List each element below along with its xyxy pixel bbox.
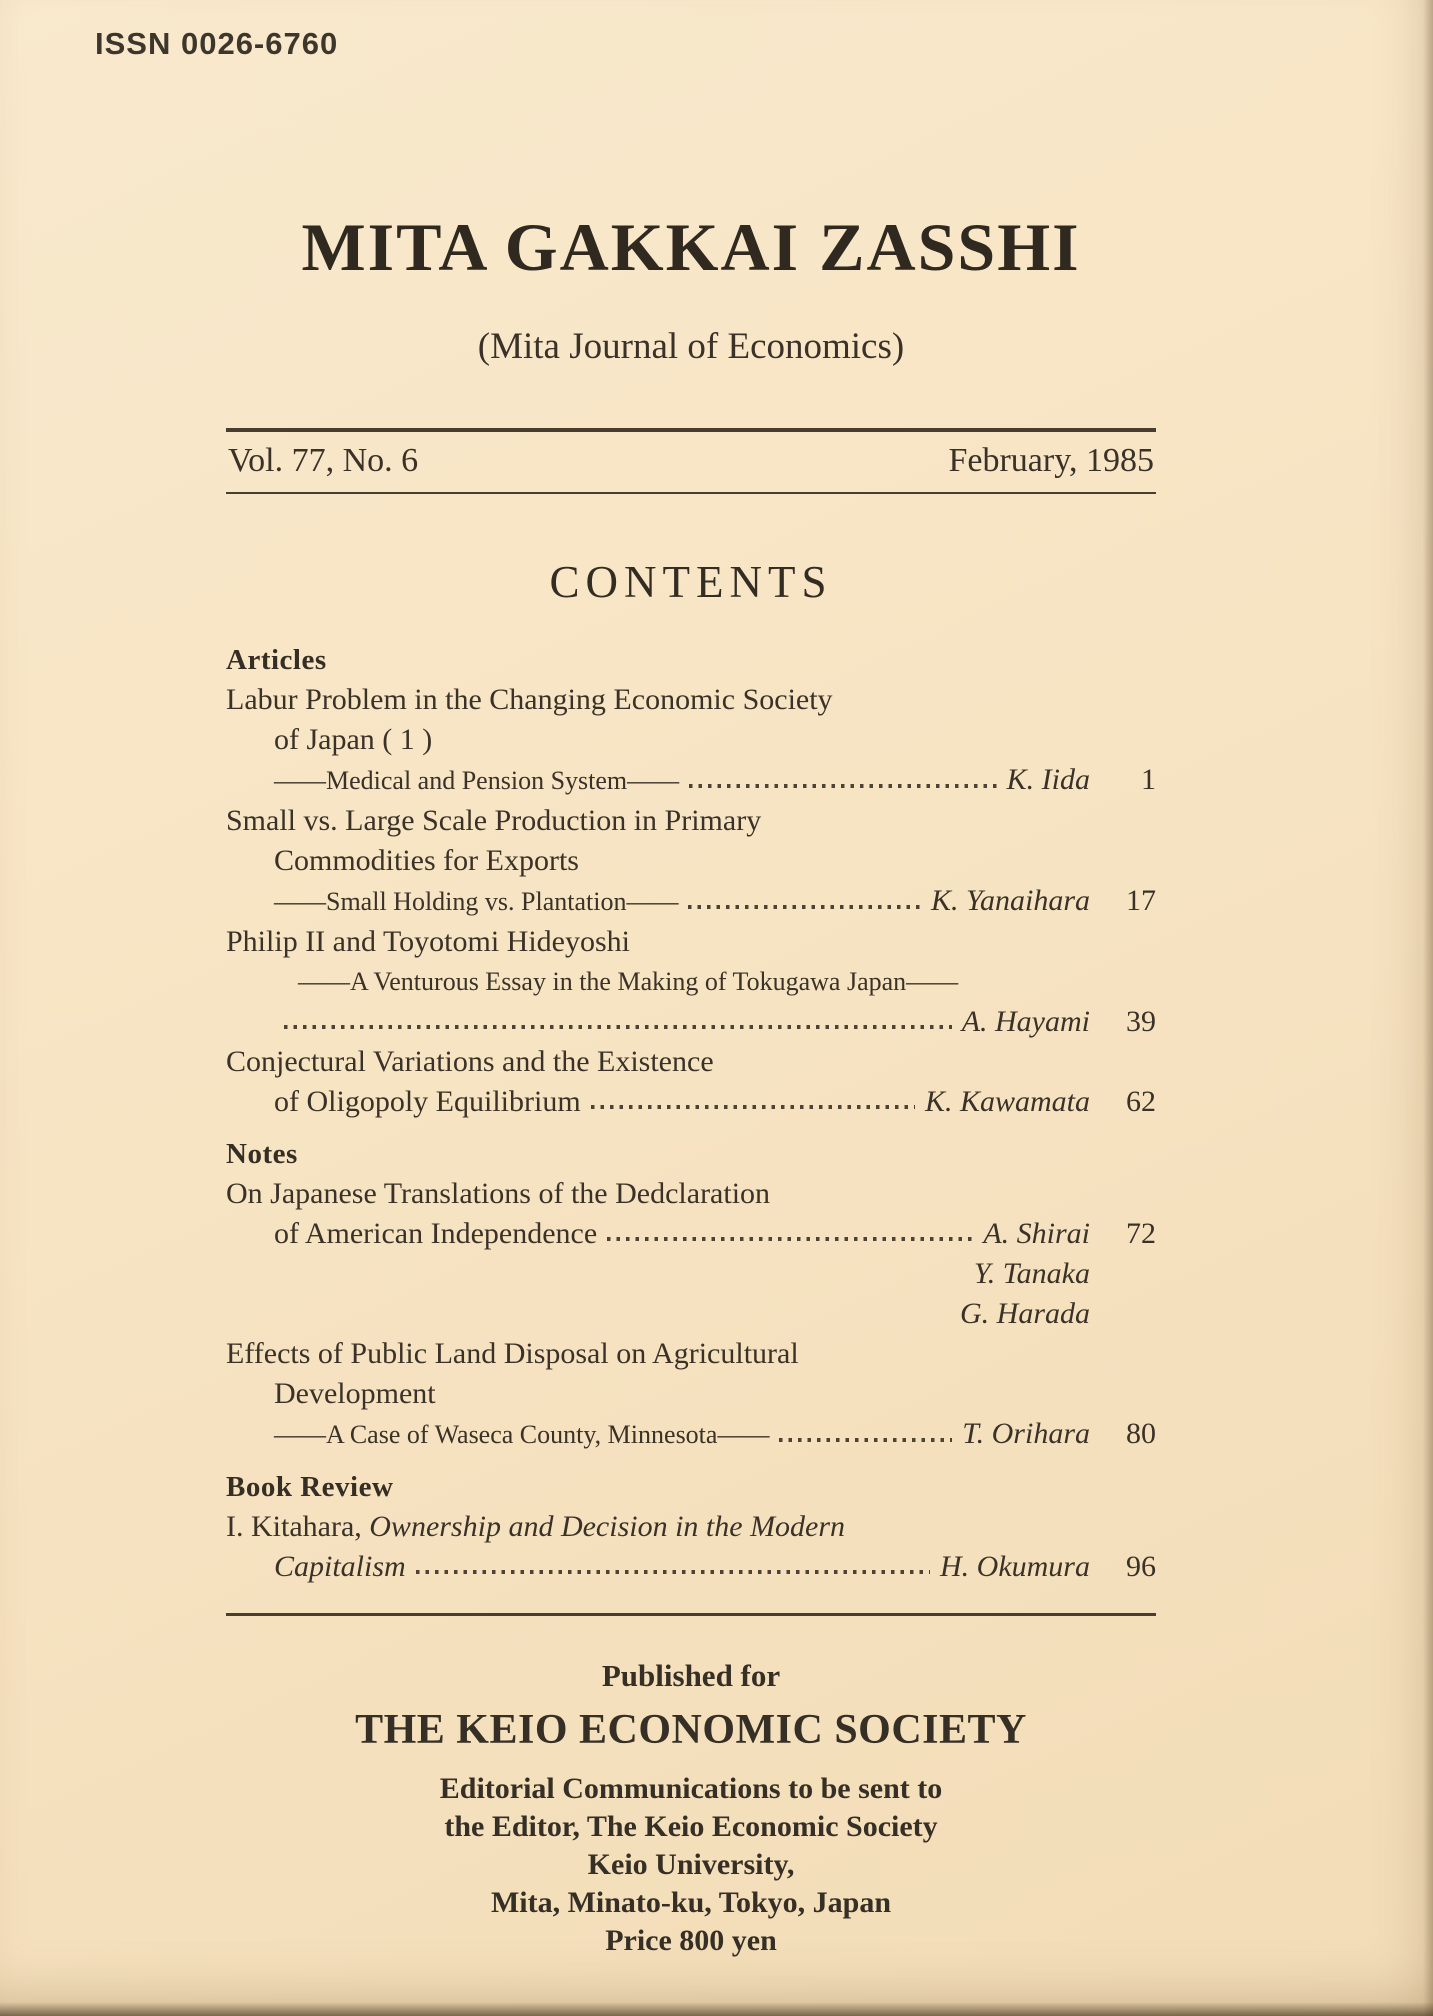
dot-leader — [688, 905, 921, 909]
published-for-label: Published for — [601, 1658, 781, 1693]
entry-page-number: 1 — [1141, 763, 1156, 796]
reviewed-work-title: Ownership and Decision in the Modern — [369, 1510, 846, 1543]
entry-page-number: 80 — [1126, 1417, 1156, 1450]
entry-author: K. Iida — [1006, 763, 1090, 796]
entry-title-line: of Oligopoly Equilibrium — [274, 1085, 581, 1118]
entry-title-line: Commodities for Exports — [274, 844, 579, 877]
issue-date: February, 1985 — [948, 442, 1154, 479]
scan-shadow-right — [1423, 0, 1433, 2016]
entry-page-number: 62 — [1126, 1085, 1156, 1118]
address-line: Editorial Communications to be sent to — [439, 1772, 943, 1805]
entry-author-row — [274, 1082, 1156, 1122]
entry-title-line: On Japanese Translations of the Dedclaration — [226, 1177, 771, 1210]
price-label: Price 800 yen — [605, 1924, 777, 1957]
section-heading-notes: Notes — [226, 1138, 298, 1170]
entry-author-row — [274, 881, 1156, 922]
entry-subtitle: ——Medical and Pension System—— — [274, 766, 680, 795]
entry-coauthor: Y. Tanaka — [973, 1257, 1090, 1290]
contents-heading: CONTENTS — [549, 557, 833, 607]
dot-leader — [689, 784, 997, 788]
publisher-address — [226, 1770, 1156, 1960]
toc-entry-okumura — [226, 1507, 1156, 1587]
entry-title-line: of Japan ( 1 ) — [274, 723, 433, 756]
entry-author-row — [274, 1547, 1156, 1587]
toc-entry-iida — [226, 680, 1156, 801]
entry-subtitle: ——Small Holding vs. Plantation—— — [274, 887, 679, 916]
entry-title-line: Philip II and Toyotomi Hideyoshi — [226, 925, 631, 958]
toc-entry-orihara — [226, 1334, 1156, 1455]
toc-entry-yanaihara — [226, 801, 1156, 922]
coauthor-row — [226, 1254, 1156, 1294]
reviewed-work-title-continued: Capitalism — [274, 1550, 406, 1583]
dot-leader — [607, 1237, 973, 1241]
entry-author-row — [274, 1214, 1156, 1254]
entry-subtitle: ——A Venturous Essay in the Making of Tokugawa Japan—— — [298, 967, 959, 996]
entry-coauthor: G. Harada — [959, 1297, 1090, 1330]
entry-title-line: of American Independence — [274, 1217, 598, 1250]
scan-shadow-bottom — [0, 2002, 1433, 2016]
entry-title-line: Labur Problem in the Changing Economic Society — [226, 683, 833, 716]
volume-number: Vol. 77, No. 6 — [228, 442, 419, 479]
entry-title-line: Conjectural Variations and the Existence — [226, 1045, 714, 1078]
entry-author: K. Kawamata — [924, 1085, 1090, 1118]
coauthor-row — [226, 1294, 1156, 1334]
dot-leader — [591, 1105, 915, 1109]
publisher-name: THE KEIO ECONOMIC SOCIETY — [355, 1707, 1027, 1753]
content-column — [226, 0, 1156, 1960]
issn-label: ISSN 0026-6760 — [95, 26, 339, 61]
address-line: Mita, Minato-ku, Tokyo, Japan — [490, 1886, 892, 1919]
entry-author: H. Okumura — [940, 1550, 1090, 1583]
entry-page-number: 39 — [1126, 1005, 1156, 1038]
toc-entry-kawamata — [226, 1042, 1156, 1122]
entry-title-line: Small vs. Large Scale Production in Primary — [226, 804, 762, 837]
volume-date-bar — [226, 428, 1156, 494]
entry-author: T. Orihara — [962, 1417, 1090, 1450]
footer-rule — [226, 1613, 1156, 1616]
entry-page-number: 17 — [1126, 884, 1156, 917]
section-heading-book-review: Book Review — [226, 1471, 394, 1503]
journal-subtitle: (Mita Journal of Economics) — [477, 326, 905, 367]
entry-author-row — [274, 1002, 1156, 1042]
entry-author: A. Shirai — [983, 1217, 1090, 1250]
entry-title-line — [226, 1507, 1156, 1547]
journal-title: MITA GAKKAI ZASSHI — [301, 209, 1081, 285]
entry-author: A. Hayami — [961, 1005, 1090, 1038]
entry-author: K. Yanaihara — [931, 884, 1090, 917]
entry-author-row — [274, 760, 1156, 801]
toc-entry-shirai — [226, 1174, 1156, 1334]
entry-subtitle: ——A Case of Waseca County, Minnesota—— — [274, 1420, 770, 1449]
toc-entry-hayami — [226, 922, 1156, 1042]
entry-author-row — [274, 1414, 1156, 1455]
dot-leader — [284, 1025, 952, 1029]
address-line: the Editor, The Keio Economic Society — [444, 1810, 938, 1843]
dot-leader — [416, 1570, 930, 1574]
table-of-contents — [226, 640, 1156, 1587]
entry-page-number: 96 — [1126, 1550, 1156, 1583]
entry-page-number: 72 — [1126, 1217, 1156, 1250]
dot-leader — [779, 1438, 952, 1442]
reviewer-name: I. Kitahara, — [226, 1510, 370, 1543]
section-heading-articles: Articles — [226, 644, 327, 676]
publisher-block — [226, 1658, 1156, 1960]
entry-title-line: Development — [274, 1377, 436, 1410]
address-line: Keio University, — [587, 1848, 795, 1881]
entry-title-line: Effects of Public Land Disposal on Agricultural — [226, 1337, 799, 1370]
